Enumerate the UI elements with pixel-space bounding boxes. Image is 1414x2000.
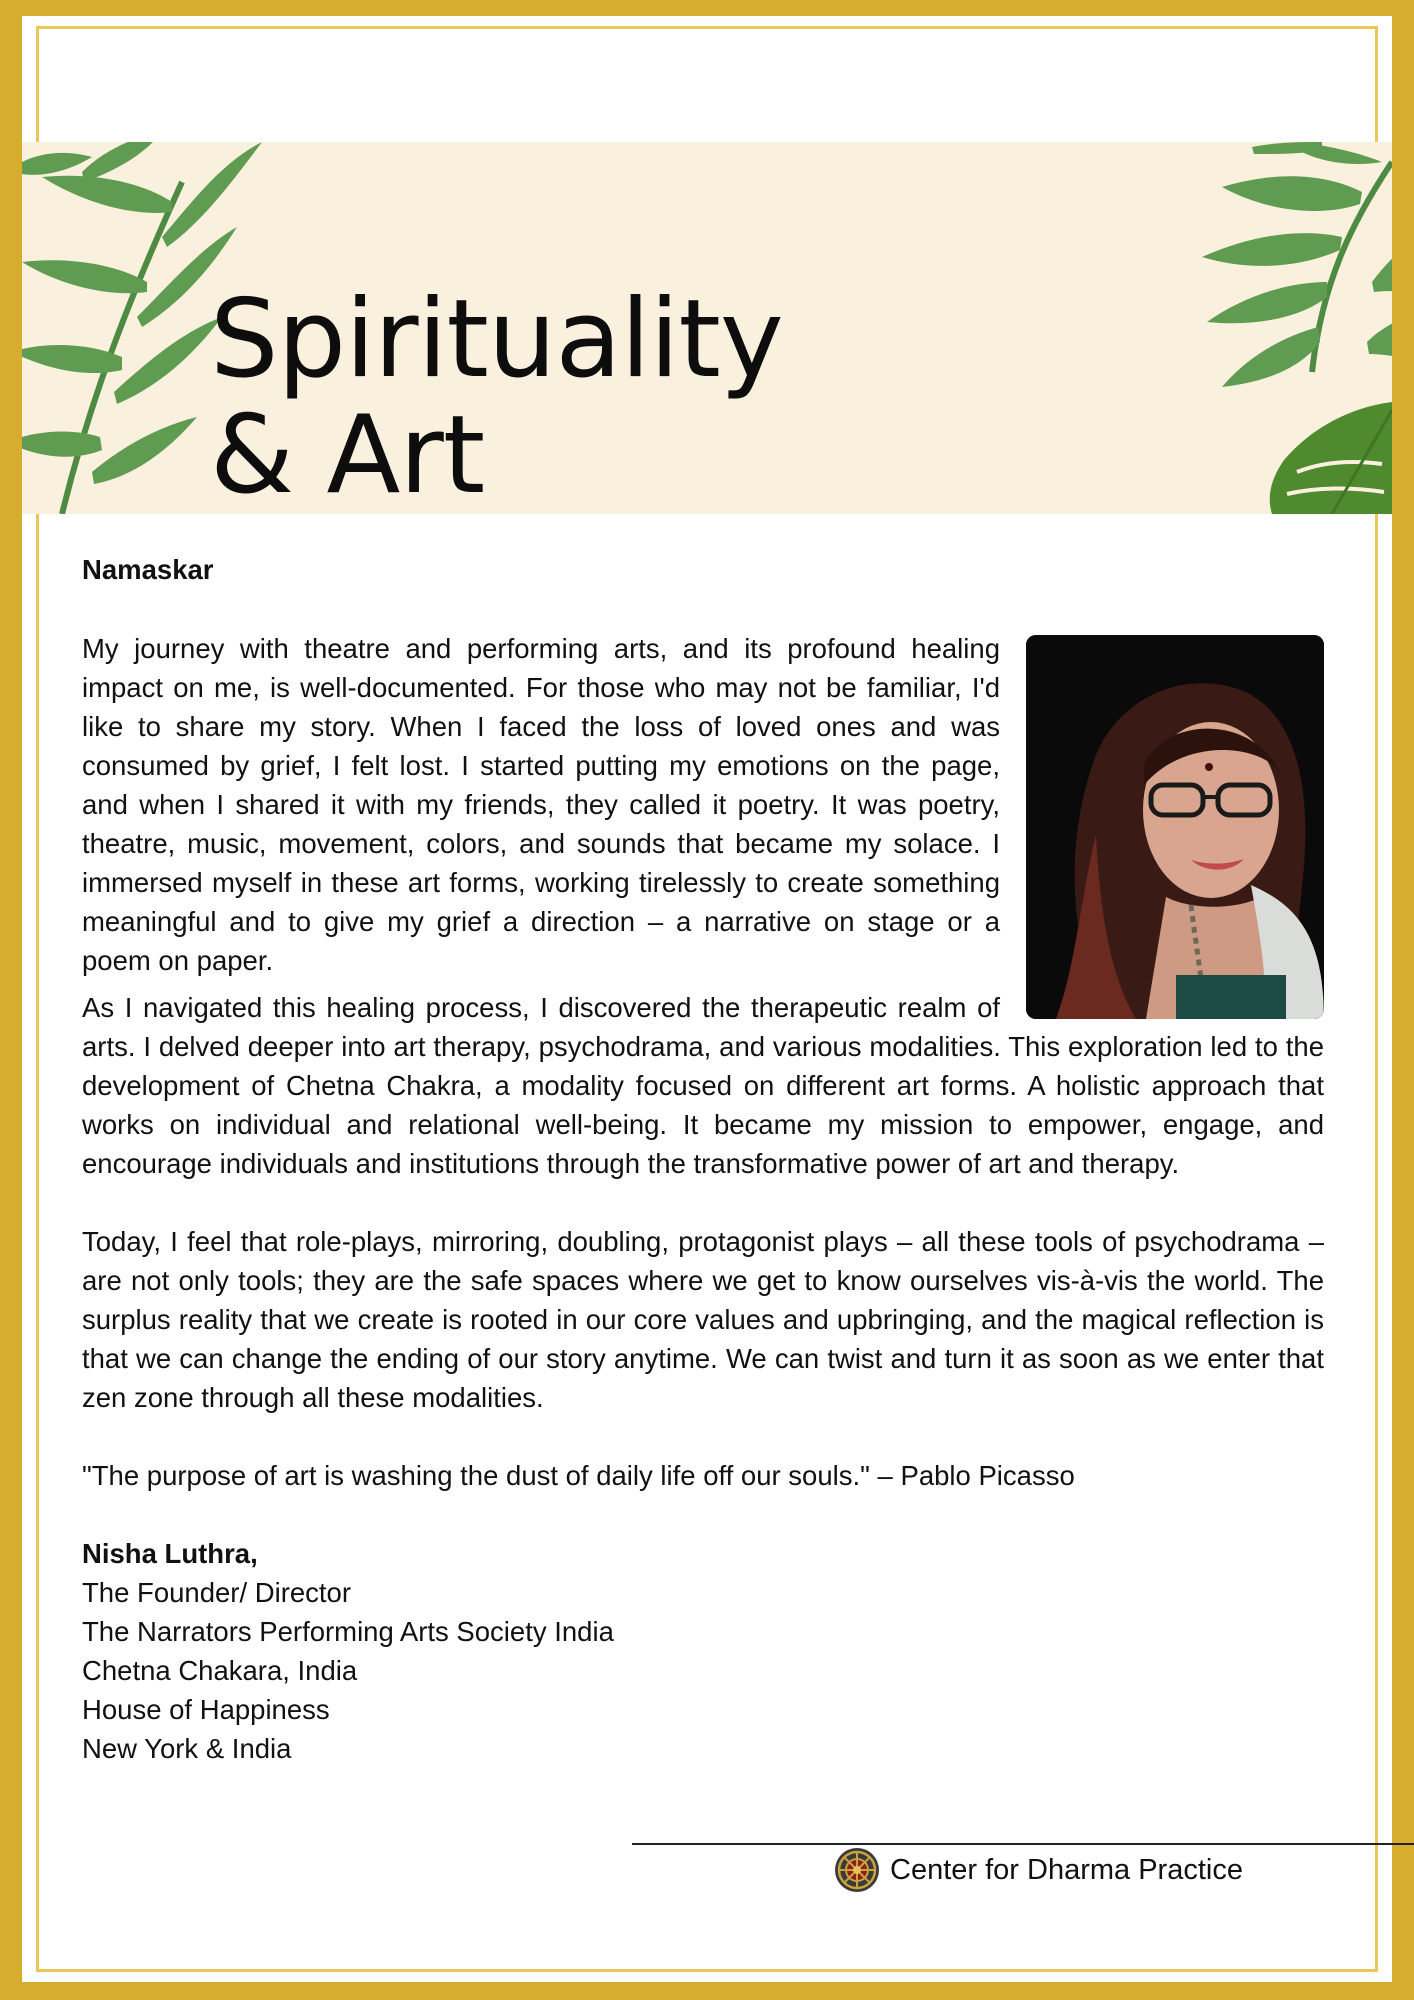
footer-divider: [632, 1843, 1414, 1845]
quote: "The purpose of art is washing the dust of daily life off our souls." – Pablo Picasso: [82, 1460, 1075, 1491]
title-line-1: Spirituality: [210, 277, 783, 403]
header-banner: [22, 142, 1392, 514]
signature-line: The Narrators Performing Arts Society India: [82, 1616, 614, 1647]
footer-org-name: Center for Dharma Practice: [890, 1853, 1243, 1886]
signature-block: [82, 1534, 1324, 1768]
paragraph-2: As I navigated this healing process, I discovered the therapeutic realm of arts. I delved deeper into art therapy, psychodrama, and various modalities. This exploration led to the development of Chetna Chakra, a modality focused on different art forms. A holistic approach that works on individual and relational well-being. It became my mission to empower, engage, and encourage individuals and institutions through the transformative power of art and therapy.: [82, 992, 1324, 1179]
letter-body: [82, 550, 1324, 1768]
paragraph-1: My journey with theatre and performing arts, and its profound healing impact on me, is well-documented. For those who may not be familiar, I'd like to share my story. When I faced the loss of loved ones and was consumed by grief, I felt lost. I started putting my emotions on the page, and when I shared it with my friends, they called it poetry. It was poetry, theatre, music, movement, colors, and sounds that became my solace. I immersed myself in these art forms, working tirelessly to create something meaningful and to give my grief a direction – a narrative on stage or a poem on paper.: [82, 633, 1000, 976]
signature-line: Chetna Chakara, India: [82, 1655, 358, 1686]
greeting: Namaskar: [82, 554, 214, 585]
paragraph-3: Today, I feel that role-plays, mirroring, doubling, protagonist plays – all these tools of psychodrama – are not only tools; they are the safe spaces where we get to know ourselves vis-à-vis the world. The surplus reality that we create is rooted in our core values and upbringing, and the magical reflection is that we can change the ending of our story anytime. We can twist and turn it as soon as we enter that zen zone through all these modalities.: [82, 1226, 1324, 1413]
portrait-image-icon: [1026, 635, 1324, 1019]
dharma-wheel-logo-icon: [834, 1847, 880, 1893]
footer-organization: [834, 1846, 1243, 1894]
page-title: [210, 277, 783, 514]
signature-name: Nisha Luthra,: [82, 1538, 258, 1569]
author-photo: [1026, 635, 1324, 1019]
signature-line: House of Happiness: [82, 1694, 330, 1725]
signature-line: New York & India: [82, 1733, 292, 1764]
signature-line: The Founder/ Director: [82, 1577, 351, 1608]
title-line-2: & Art: [210, 393, 485, 514]
